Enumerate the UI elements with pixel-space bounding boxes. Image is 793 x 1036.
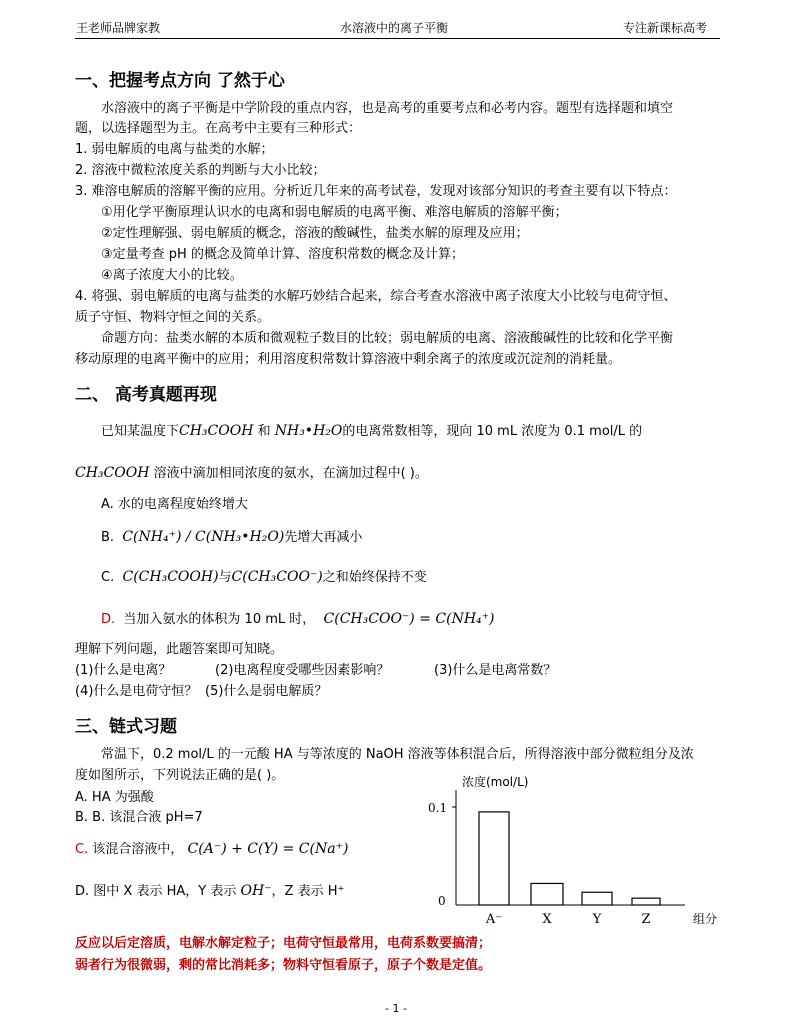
question-line-1 bbox=[101, 421, 642, 442]
y-axis-label: 浓度(mol/L) bbox=[462, 775, 529, 789]
section1-intro-2: 题，以选择题型为主。在高考中主要有三种形式： bbox=[75, 121, 362, 136]
option-c-formula-2: C(CH₃COO⁻) bbox=[231, 569, 323, 585]
section1-item-4b: 质子守恒、物料守恒之间的关系。 bbox=[75, 310, 271, 325]
section3-option-d-pre: D. 图中 X 表示 HA，Y 表示 bbox=[75, 884, 237, 899]
formula-nh3h2o: NH₃•H₂O bbox=[274, 423, 343, 439]
option-d-formula: C(CH₃COO⁻) = C(NH₄⁺) bbox=[323, 611, 495, 627]
option-b-text: 先增大再减小 bbox=[284, 530, 363, 545]
q-and: 和 bbox=[257, 424, 271, 439]
option-c bbox=[101, 567, 427, 588]
section3-option-c-label: C. bbox=[75, 842, 89, 857]
section1-subitem-1: ①用化学平衡原理认识水的电离和弱电解质的电离平衡、难溶电解质的溶解平衡； bbox=[101, 205, 568, 220]
section3-stem-2: 度如图所示，下列说法正确的是( )。 bbox=[75, 768, 285, 783]
option-c-formula-1: C(CH₃COOH) bbox=[122, 569, 219, 585]
section3-stem-1: 常温下，0.2 mol/L 的一元酸 HA 与等浓度的 NaOH 溶液等体积混合后，所得溶液中部分微粒组分及浓 bbox=[101, 747, 694, 762]
section2-title: 二、 高考真题再现 bbox=[75, 385, 217, 405]
category-label-4: Z bbox=[641, 912, 651, 927]
question-line-2 bbox=[75, 463, 428, 484]
section3-option-b: B. B. 该混合液 pH=7 bbox=[75, 810, 203, 825]
bar-group bbox=[479, 812, 660, 905]
option-d-text: 当加入氨水的体积为 10 mL 时， bbox=[123, 612, 316, 627]
bar-2 bbox=[531, 883, 563, 905]
option-c-mid: 与 bbox=[218, 570, 232, 585]
section3-option-c-text: 该混合溶液中， bbox=[92, 842, 184, 857]
option-b bbox=[101, 527, 362, 548]
q2-post: 溶液中滴加相同浓度的氨水，在滴加过程中( )。 bbox=[153, 466, 428, 481]
section1-subitem-3: ③定量考查 pH 的概念及简单计算、溶度积常数的概念及计算； bbox=[101, 247, 464, 262]
section1-subitem-2: ②定性理解强、弱电解质的概念，溶液的酸碱性，盐类水解的原理及应用； bbox=[101, 226, 529, 241]
sub-question-1: (1)什么是电离？ bbox=[75, 663, 172, 678]
header-left: 王老师品牌家教 bbox=[76, 21, 161, 35]
option-a: A. 水的电离程度始终增大 bbox=[101, 497, 248, 512]
section3-option-d-formula: OH⁻ bbox=[240, 883, 272, 899]
section1-title: 一、把握考点方向 了然于心 bbox=[75, 71, 285, 91]
sub-question-5: (5)什么是弱电解质？ bbox=[205, 684, 328, 699]
option-c-text: 之和始终保持不变 bbox=[322, 570, 427, 585]
q-post: 的电离常数相等，现向 10 mL 浓度为 0.1 mol/L 的 bbox=[342, 424, 643, 439]
section3-title: 三、链式习题 bbox=[75, 717, 177, 737]
bar-3 bbox=[582, 892, 612, 905]
header-right: 专注新课标高考 bbox=[623, 21, 708, 35]
page-number: - 1 - bbox=[385, 1002, 407, 1015]
section1-item-1: 1. 弱电解质的电离与盐类的水解； bbox=[75, 142, 274, 157]
sub-question-4: (4)什么是电荷守恒？ bbox=[75, 684, 198, 699]
section1-subitem-4: ④离子浓度大小的比较。 bbox=[101, 268, 243, 283]
mnemonic-line-1: 反应以后定溶质，电解水解定粒子；电荷守恒最常用，电荷系数要搞清； bbox=[75, 936, 492, 951]
option-d-label: D. bbox=[101, 612, 116, 627]
q-pre: 已知某温度下 bbox=[101, 424, 180, 439]
header-center: 水溶液中的离子平衡 bbox=[340, 21, 449, 35]
section1-intro-1: 水溶液中的离子平衡是中学阶段的重点内容，也是高考的重要考点和必考内容。题型有选择题和填空 bbox=[101, 101, 674, 116]
section3-option-c bbox=[75, 839, 348, 860]
bar-1 bbox=[479, 812, 509, 905]
section1-item-2: 2. 溶液中微粒浓度关系的判断与大小比较； bbox=[75, 163, 326, 178]
category-label-group bbox=[485, 912, 651, 927]
section1-direction-2: 移动原理的电离平衡中的应用；利用溶度积常数计算溶液中剩余离子的浓度或沉淀剂的消耗量。 bbox=[75, 352, 622, 367]
header-rule bbox=[75, 38, 720, 39]
concentration-bar-chart bbox=[420, 770, 730, 930]
sub-question-2: (2)电离程度受哪些因素影响？ bbox=[215, 663, 390, 678]
option-c-label: C. bbox=[101, 570, 115, 585]
section1-direction-1: 命题方向：盐类水解的本质和微观粒子数目的比较；弱电解质的电离、溶液酸碱性的比较和化学平衡 bbox=[101, 331, 674, 346]
option-b-label: B. bbox=[101, 530, 115, 545]
understand-line: 理解下列问题，此题答案即可知晓。 bbox=[75, 642, 284, 657]
x-axis-label: 组分 bbox=[693, 912, 718, 926]
category-label-3: Y bbox=[592, 912, 602, 927]
section3-option-d-post: ，Z 表示 H⁺ bbox=[271, 884, 345, 899]
section3-option-a: A. HA 为强酸 bbox=[75, 790, 154, 805]
sub-question-3: (3)什么是电离常数？ bbox=[434, 663, 557, 678]
option-d bbox=[101, 609, 495, 630]
option-b-formula: C(NH₄⁺) / C(NH₃•H₂O) bbox=[122, 529, 285, 545]
section1-item-3: 3. 难溶电解质的溶解平衡的应用。分析近几年来的高考试卷，发现对该部分知识的考查主要有以下特点： bbox=[75, 184, 677, 199]
section1-item-4a: 4. 将强、弱电解质的电离与盐类的水解巧妙结合起来，综合考查水溶液中离子浓度大小比较与电荷守恒、 bbox=[75, 289, 677, 304]
y-tick-label-0-1: 0.1 bbox=[428, 801, 448, 815]
formula-ch3cooh-2: CH₃COOH bbox=[75, 465, 150, 481]
y-tick-label-0: 0 bbox=[438, 894, 446, 908]
formula-ch3cooh: CH₃COOH bbox=[179, 423, 254, 439]
category-label-1: A⁻ bbox=[485, 912, 503, 927]
bar-4 bbox=[632, 898, 660, 905]
category-label-2: X bbox=[542, 912, 552, 927]
section3-option-c-formula: C(A⁻) + C(Y) = C(Na⁺) bbox=[187, 841, 349, 857]
mnemonic-line-2: 弱者行为很微弱，剩的常比消耗多；物料守恒看原子，原子个数是定值。 bbox=[75, 958, 492, 973]
section3-option-d bbox=[75, 881, 344, 902]
